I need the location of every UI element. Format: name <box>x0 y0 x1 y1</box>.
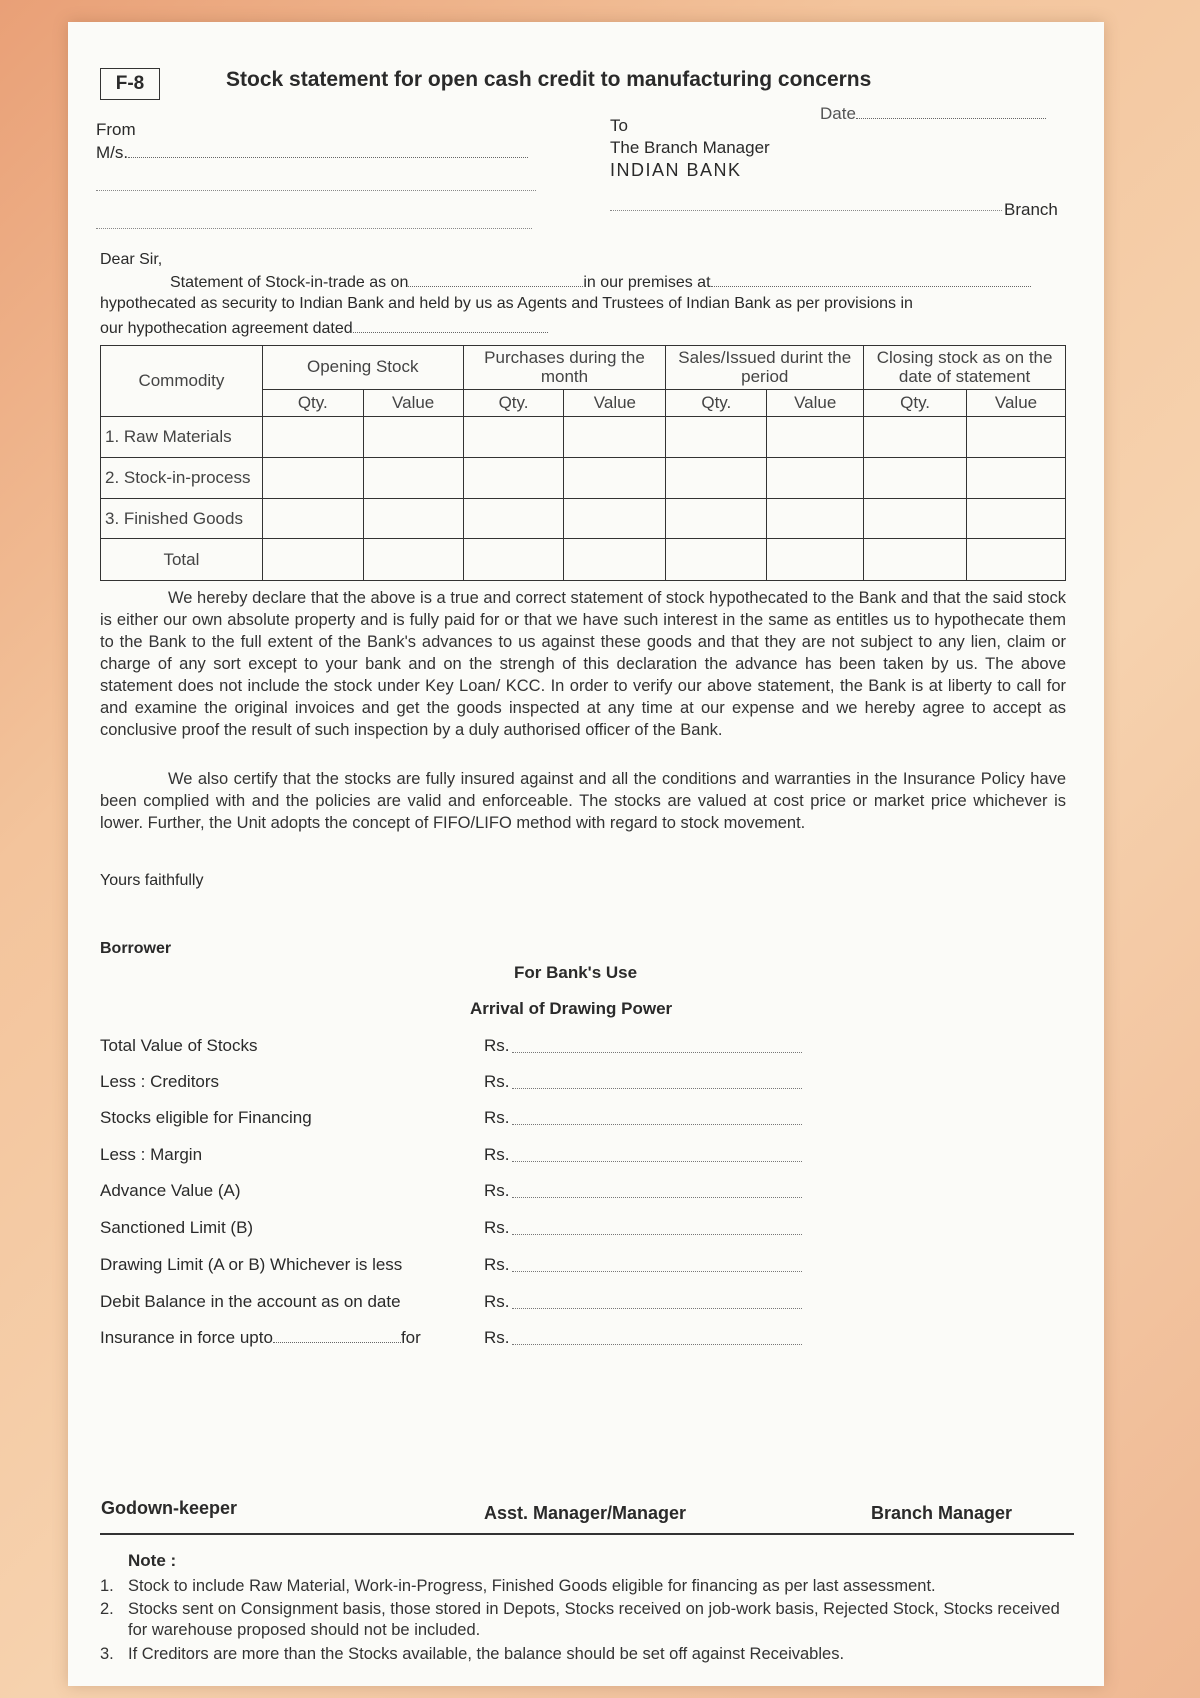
dp-row-insurance: Insurance in force upto for Rs. <box>100 1328 820 1352</box>
table-row-total <box>101 539 1066 581</box>
table-cell[interactable] <box>564 539 666 581</box>
table-cell[interactable] <box>363 458 463 499</box>
stock-table <box>100 345 1066 581</box>
table-cell[interactable] <box>864 416 967 458</box>
signature-divider <box>100 1533 1074 1535</box>
table-cell[interactable] <box>363 539 463 581</box>
hypothecation-line: hypothecated as security to Indian Bank and held by us as Agents and Trustees of Indian Bank as per provisions in <box>100 295 913 312</box>
amount-blank[interactable] <box>512 1124 802 1125</box>
borrower-signature-label: Borrower <box>100 940 172 957</box>
premises-blank[interactable] <box>711 272 1031 287</box>
to-recipient: The Branch Manager <box>610 138 770 157</box>
table-cell[interactable] <box>463 458 564 499</box>
sales-header: Sales/Issued durint the period <box>666 346 864 390</box>
statement-part1: Statement of Stock-in-trade as on <box>170 274 409 291</box>
table-cell[interactable] <box>967 498 1066 539</box>
table-cell[interactable] <box>967 416 1066 458</box>
row-label: Total <box>101 539 263 581</box>
table-cell[interactable] <box>864 498 967 539</box>
value-header: Value <box>363 389 463 416</box>
amount-blank[interactable] <box>512 1344 802 1345</box>
table-cell[interactable] <box>363 498 463 539</box>
agreement-line <box>100 318 548 338</box>
from-address-line-1[interactable] <box>96 190 536 191</box>
date-label: Date <box>820 104 856 123</box>
commodity-header: Commodity <box>101 346 263 417</box>
table-cell[interactable] <box>666 498 767 539</box>
qty-header: Qty. <box>666 389 767 416</box>
stock-date-blank[interactable] <box>408 272 583 287</box>
table-cell[interactable] <box>463 539 564 581</box>
dp-row-sanctioned-limit: Sanctioned Limit (B) Rs. <box>100 1218 820 1242</box>
table-row <box>101 416 1066 458</box>
table-cell[interactable] <box>864 458 967 499</box>
amount-blank[interactable] <box>512 1271 802 1272</box>
table-cell[interactable] <box>463 498 564 539</box>
table-cell[interactable] <box>967 539 1066 581</box>
table-cell[interactable] <box>564 458 666 499</box>
dp-row-advance-value: Advance Value (A) Rs. <box>100 1181 820 1205</box>
table-cell[interactable] <box>564 498 666 539</box>
note-item: 3. If Creditors are more than the Stocks available, the balance should be set off against Receivables. <box>100 1645 845 1663</box>
statement-line <box>170 272 1031 292</box>
amount-blank[interactable] <box>512 1308 802 1309</box>
date-field[interactable] <box>820 104 1046 124</box>
date-blank <box>856 104 1046 119</box>
table-cell[interactable] <box>767 498 864 539</box>
opening-stock-header: Opening Stock <box>262 346 463 390</box>
branch-label: Branch <box>1004 200 1058 219</box>
ms-field[interactable] <box>96 143 528 163</box>
purchases-header: Purchases during the month <box>463 346 666 390</box>
bank-use-heading: For Bank's Use <box>514 963 638 982</box>
salutation: Dear Sir, <box>100 251 163 268</box>
form-code: F-8 <box>100 68 160 100</box>
asst-manager-signature: Asst. Manager/Manager <box>484 1503 687 1523</box>
ms-blank <box>128 143 528 158</box>
table-cell[interactable] <box>363 416 463 458</box>
notes-heading: Note : <box>128 1551 177 1570</box>
table-cell[interactable] <box>463 416 564 458</box>
value-header: Value <box>967 389 1066 416</box>
table-cell[interactable] <box>262 416 363 458</box>
qty-header: Qty. <box>864 389 967 416</box>
row-label: 1. Raw Materials <box>101 416 263 458</box>
agreement-date-blank[interactable] <box>353 318 548 333</box>
form-title: Stock statement for open cash credit to manufacturing concerns <box>226 68 872 91</box>
row-label: 2. Stock-in-process <box>101 458 263 499</box>
table-row <box>101 498 1066 539</box>
table-cell[interactable] <box>864 539 967 581</box>
insurance-date-blank[interactable] <box>273 1328 401 1343</box>
dp-row-drawing-limit: Drawing Limit (A or B) Whichever is less Rs. <box>100 1255 820 1279</box>
declaration-paragraph-2: We also certify that the stocks are fully insured against and all the conditions and warranties in the Insurance Policy have been complied with and the policies are valid and enforceable. The stocks are valued at cost price or market price whichever is lower. Further, the Unit adopts the concept of FIFO/LIFO method with regard to stock movement. <box>100 770 1066 832</box>
table-cell[interactable] <box>666 539 767 581</box>
godown-keeper-signature: Godown-keeper <box>101 1498 238 1518</box>
statement-part2: in our premises at <box>583 274 711 291</box>
table-cell[interactable] <box>564 416 666 458</box>
qty-header: Qty. <box>262 389 363 416</box>
dp-row-margin: Less : Margin Rs. <box>100 1145 820 1169</box>
dp-row-eligible-stocks: Stocks eligible for Financing Rs. <box>100 1108 820 1132</box>
branch-blank[interactable] <box>610 210 1002 211</box>
amount-blank[interactable] <box>512 1088 802 1089</box>
amount-blank[interactable] <box>512 1052 802 1053</box>
bank-name: INDIAN BANK <box>610 160 742 180</box>
table-cell[interactable] <box>262 498 363 539</box>
closing-stock-header: Closing stock as on the date of statement <box>864 346 1066 390</box>
table-cell[interactable] <box>666 458 767 499</box>
table-cell[interactable] <box>262 458 363 499</box>
table-cell[interactable] <box>262 539 363 581</box>
drawing-power-heading: Arrival of Drawing Power <box>470 999 673 1018</box>
row-label: 3. Finished Goods <box>101 498 263 539</box>
value-header: Value <box>767 389 864 416</box>
table-cell[interactable] <box>767 416 864 458</box>
table-row <box>101 458 1066 499</box>
ms-label: M/s. <box>96 143 129 162</box>
agreement-label: our hypothecation agreement dated <box>100 320 353 337</box>
note-item: 1. Stock to include Raw Material, Work-in-Progress, Finished Goods eligible for financing as per last assessment. <box>100 1577 936 1595</box>
declaration-paragraph-1: We hereby declare that the above is a true and correct statement of stock hypothecated to the Bank and that the said stock is either our own absolute property and is fully paid for or that we have such interest in the same as entitles us to hypothecate them to the Bank to the full extent of the Bank's advances to us against these goods and that they are not subject to any lien, claim or charge of any sort except to your bank and on the strengh of this declaration the advance has been taken by us. The above statement does not include the stock under Key Loan/ KCC. In order to verify our above statement, the Bank is at liberty to call for and examine the original invoices and get the goods inspected at any time at our expense and we hereby agree to accept as conclusive proof the result of such inspection by a duly authorised officer of the Bank. <box>100 589 1066 739</box>
qty-header: Qty. <box>463 389 564 416</box>
table-cell[interactable] <box>767 458 864 499</box>
table-cell[interactable] <box>767 539 864 581</box>
amount-blank[interactable] <box>512 1161 802 1162</box>
to-label: To <box>610 116 628 135</box>
closing-text: Yours faithfully <box>100 872 204 889</box>
from-label: From <box>96 120 136 139</box>
note-item: 2. Stocks sent on Consignment basis, those stored in Depots, Stocks received on job-work basis, Rejected Stock, Stocks received for warehouse proposed should not be included. <box>100 1600 1060 1639</box>
table-cell[interactable] <box>967 458 1066 499</box>
value-header: Value <box>564 389 666 416</box>
amount-blank[interactable] <box>512 1234 802 1235</box>
dp-row-creditors: Less : Creditors Rs. <box>100 1072 820 1096</box>
branch-manager-signature: Branch Manager <box>871 1503 1013 1523</box>
dp-row-debit-balance: Debit Balance in the account as on date Rs. <box>100 1292 820 1316</box>
table-cell[interactable] <box>666 416 767 458</box>
from-address-line-2[interactable] <box>96 228 532 229</box>
amount-blank[interactable] <box>512 1197 802 1198</box>
dp-row-total-value: Total Value of Stocks Rs. <box>100 1036 820 1060</box>
